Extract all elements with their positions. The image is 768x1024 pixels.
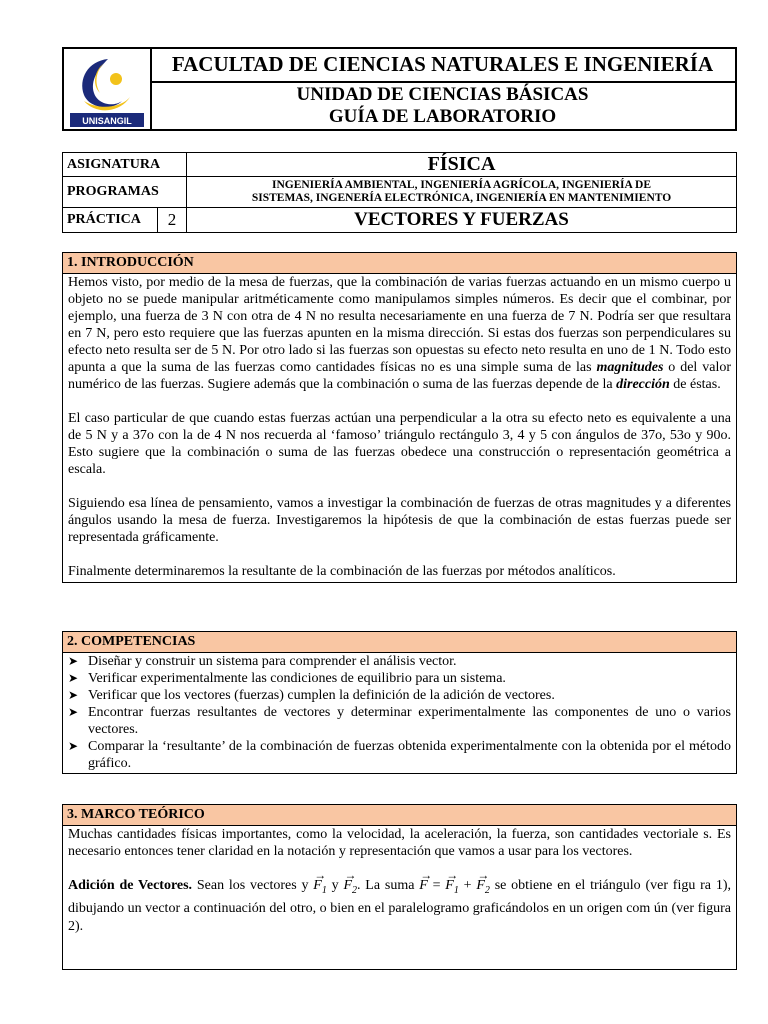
programas-line-1: INGENIERÍA AMBIENTAL, INGENIERÍA AGRÍCOLA, INGENIERÍA DE <box>271 179 652 191</box>
list-item <box>68 670 731 687</box>
introduccion-heading: 1. INTRODUCCIÓN <box>63 253 736 274</box>
marco-teorico-body <box>63 826 736 936</box>
list-item <box>68 738 731 772</box>
vector-f-symbol: F <box>419 878 428 893</box>
vector-f2 <box>343 877 357 900</box>
intro-paragraph-2: El caso particular de que cuando estas fuerzas actúan una perpendicular a la otra su efecto neto es equivalente a una de 5 N y a 37o con la de 4 N nos recuerda al ‘famoso’ triángulo rectángulo 3, 4 y 5 con ángulos de 37o, 53o y 90o. Esto sugiere que la combinación o suma de las fuerzas obedece una construcción o representación geométrica a escala. <box>68 411 731 477</box>
list-item <box>68 704 731 738</box>
equals-sign: = <box>427 878 446 893</box>
vector-f2-term-index: 2 <box>484 884 490 896</box>
marco-paragraph-2 <box>68 877 731 936</box>
guide-line: GUÍA DE LABORATORIO <box>328 106 557 127</box>
introduccion-body <box>63 274 736 582</box>
competencias-list <box>68 653 731 772</box>
list-item <box>68 653 731 670</box>
document-header <box>62 47 737 131</box>
intro-magnitudes: magnitudes <box>596 360 664 375</box>
marco-p2-c: se obtiene en el triángulo (ver figu ra 1), dibujando un vector a continuación del otro, o bien en el paralelogramo graficándolos en un origen com ún (ver figura 2). <box>68 878 731 934</box>
competencia-text: Encontrar fuerzas resultantes de vectores y determinar experimentalmente las componentes de uno o varios vectores. <box>88 705 731 737</box>
list-item <box>68 687 731 704</box>
marco-p2-a: Sean los vectores y <box>192 878 314 893</box>
competencia-text: Diseñar y construir un sistema para comprender el análisis vector. <box>88 654 457 669</box>
vector-f1-term-index: 1 <box>453 884 459 896</box>
competencia-text: Comparar la ‘resultante’ de la combinación de fuerzas obtenida experimentalmente con la obtenida por el método gráfico. <box>88 739 731 771</box>
programas-value <box>187 177 737 208</box>
intro-p1-c: de éstas. <box>669 377 721 392</box>
faculty-title: FACULTAD DE CIENCIAS NATURALES E INGENIERÍA <box>150 49 735 83</box>
intro-direccion: dirección <box>616 377 670 392</box>
intro-p1-a: Hemos visto, por medio de la mesa de fuerzas, que la combinación de varias fuerzas actuando en un mismo cuerpo u objeto no se puede manipular aritméticamente como manipulamos simples números. Es decir que el combinar, por ejemplo, una fuerza de 3 N con otra de 4 N no resulta necesariamente en una fuerza de 7 N. Podría ser que resultara en 7 N, pero esto requiere que las fuerzas apunten en la misma dirección. Si estas dos fuerzas son perpendiculares su efecto neto resulta ser de 5 N. Por otro lado si las fuerzas son opuestas su efecto neto resulta en uno de 1 N. Todo esto apunta a que la suma de las fuerzas como cantidades físicas no es una simple suma de las <box>68 275 731 375</box>
arrow-bullet-icon: ➤ <box>68 705 79 719</box>
intro-paragraph-4: Finalmente determinaremos la resultante de la combinación de las fuerzas por métodos analíticos. <box>68 564 616 579</box>
intro-paragraph-3: Siguiendo esa línea de pensamiento, vamos a investigar la combinación de fuerzas de otras magnitudes y a diferentes ángulos usando la mesa de fuerza. Investigaremos la hipótesis de que la combinación de estas fuerzas puede ser representada gráficamente. <box>68 496 731 545</box>
vector-f2-index: 2 <box>352 884 357 896</box>
vector-f1-term-symbol: F <box>445 878 454 893</box>
intro-p1-b: o del valor numérico de las fuerzas. Sugiere además que la combinación o suma de las fuerzas depende de la <box>68 360 731 392</box>
competencias-body <box>63 653 736 773</box>
practica-cell <box>63 208 187 233</box>
logo-icon <box>64 49 150 129</box>
unisangil-logo <box>64 49 152 129</box>
asignatura-label: ASIGNATURA <box>63 153 187 177</box>
vector-f1-index: 1 <box>321 884 327 896</box>
marco-teorico-section <box>62 804 737 970</box>
vector-f2-symbol: F <box>343 878 352 893</box>
competencias-section <box>62 631 737 774</box>
arrow-bullet-icon: ➤ <box>68 654 79 668</box>
arrow-bullet-icon: ➤ <box>68 688 79 702</box>
vector-f2-term <box>476 877 490 900</box>
plus-sign: + <box>458 878 477 893</box>
course-info-table <box>62 152 737 233</box>
vector-f1-term <box>445 877 459 900</box>
marco-p2-and: y <box>326 878 344 893</box>
competencias-heading: 2. COMPETENCIAS <box>63 632 736 653</box>
marco-p2-b: . La suma <box>357 878 420 893</box>
logo-text: UNISANGIL <box>82 116 132 126</box>
vector-f-sum <box>419 877 428 895</box>
competencia-text: Verificar que los vectores (fuerzas) cumplen la definición de la adición de vectores. <box>88 688 555 703</box>
unit-line: UNIDAD DE CIENCIAS BÁSICAS <box>296 84 589 105</box>
competencia-text: Verificar experimentalmente las condiciones de equilibrio para un sistema. <box>88 671 506 686</box>
arrow-bullet-icon: ➤ <box>68 671 79 685</box>
vector-f2-term-symbol: F <box>476 878 485 893</box>
marco-paragraph-1: Muchas cantidades físicas importantes, como la velocidad, la aceleración, la fuerza, son cantidades vectoriale s. Es necesario entonces tener claridad en la notación y representación que vamos a usar para los vectores. <box>68 827 731 859</box>
vector-f1-symbol: F <box>313 878 322 893</box>
intro-paragraph-1 <box>68 274 731 393</box>
vector-f1 <box>313 877 327 900</box>
practica-label: PRÁCTICA <box>63 208 158 232</box>
marco-teorico-heading: 3. MARCO TEÓRICO <box>63 805 736 826</box>
programas-label: PROGRAMAS <box>63 177 187 208</box>
adicion-vectores-label: Adición de Vectores. <box>68 878 193 893</box>
arrow-bullet-icon: ➤ <box>68 739 79 753</box>
introduccion-section <box>62 252 737 583</box>
practica-value: VECTORES Y FUERZAS <box>187 208 737 233</box>
programas-line-2: SISTEMAS, INGENERÍA ELECTRÓNICA, INGENIERÍA EN MANTENIMIENTO <box>251 192 672 204</box>
unit-title <box>150 81 735 129</box>
practica-number: 2 <box>167 210 177 229</box>
asignatura-value: FÍSICA <box>187 153 737 177</box>
